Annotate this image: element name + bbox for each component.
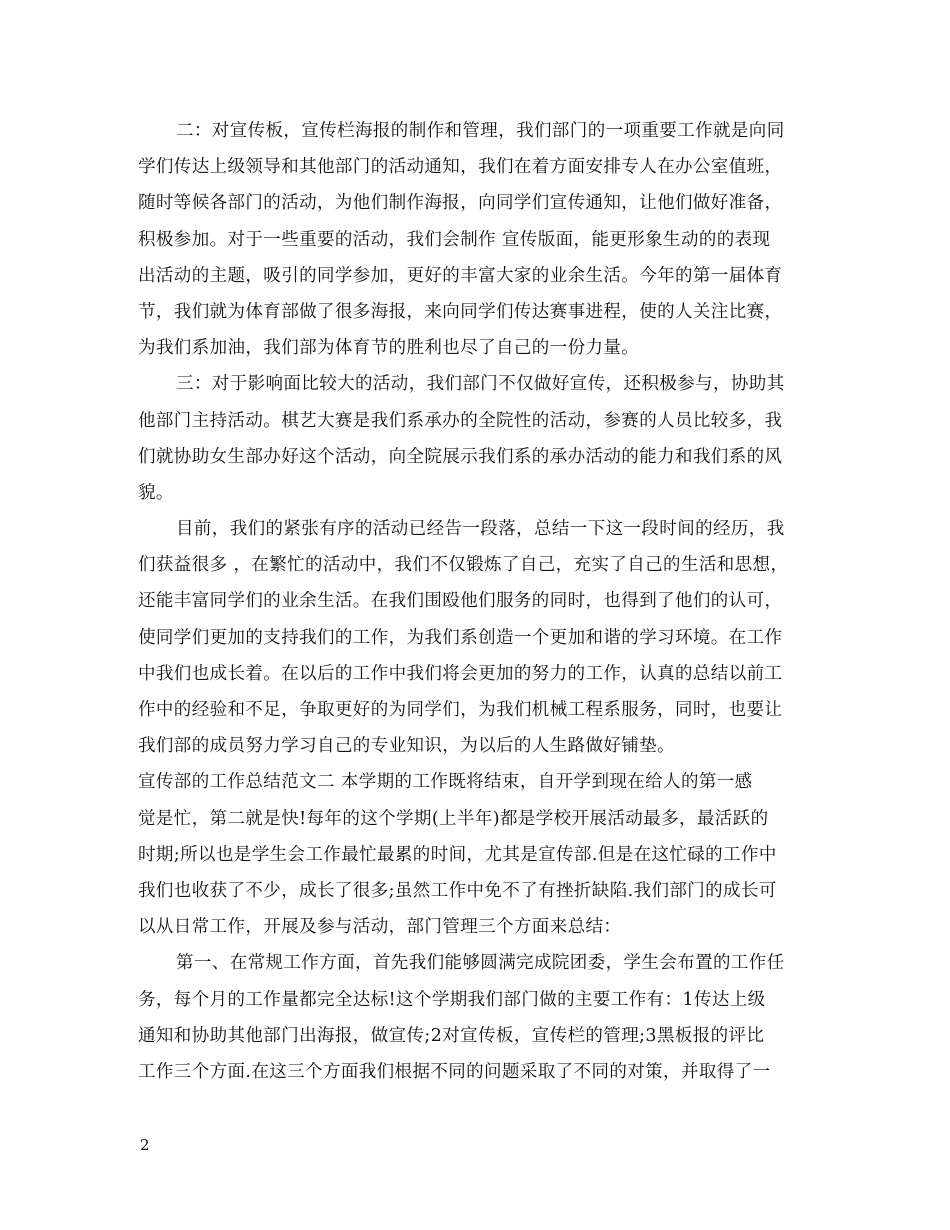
text-line: 我们部的成员努力学习自己的专业知识，为以后的人生路做好铺垫。 — [138, 736, 675, 757]
text-line: 务，每个月的工作量都完全达标!这个学期我们部门做的主要工作有：1传达上级 — [138, 989, 766, 1010]
text-line: 们获益很多 ，在繁忙的活动中，我们不仅锻炼了自己，充实了自己的生活和思想， — [138, 555, 789, 576]
text-line: 貌。 — [138, 482, 174, 503]
text-line: 时期;所以也是学生会工作最忙最累的时间，尤其是宣传部.但是在这忙碌的工作中 — [138, 844, 777, 865]
text-line: 以从日常工作，开展及参与活动，部门管理三个方面来总结： — [138, 917, 622, 938]
document-body — [138, 113, 828, 1090]
text-line: 学们传达上级领导和其他部门的活动通知，我们在着方面安排专人在办公室值班， — [138, 157, 783, 178]
text-line: 出活动的主题，吸引的同学参加，更好的丰富大家的业余生活。今年的第一届体育 — [138, 265, 783, 286]
text-line: 节，我们就为体育部做了很多海报，来向同学们传达赛事进程，使的人关注比赛， — [138, 301, 783, 322]
text-line: 目前，我们的紧张有序的活动已经告一段落，总结一下这一段时间的经历，我 — [176, 519, 785, 540]
text-line: 还能丰富同学们的业余生活。在我们围殴他们服务的同时，也得到了他们的认可， — [138, 591, 783, 612]
text-line: 积极参加。对于一些重要的活动，我们会制作 宣传版面，能更形象生动的的表现 — [138, 229, 771, 250]
text-line: 为我们系加油，我们部为体育节的胜利也尽了自己的一份力量。 — [138, 338, 640, 359]
text-line: 中我们也成长着。在以后的工作中我们将会更加的努力的工作，认真的总结以前工 — [138, 663, 783, 684]
text-line: 觉是忙，第二就是快!每年的这个学期(上半年)都是学校开展活动最多，最活跃的 — [138, 808, 769, 829]
text-line: 们就协助女生部办好这个活动，向全院展示我们系的承办活动的能力和我们系的风 — [138, 446, 783, 467]
text-line: 通知和协助其他部门出海报，做宣传;2对宣传板，宣传栏的管理;3黑板报的评比 — [138, 1025, 765, 1046]
text-line: 他部门主持活动。棋艺大赛是我们系承办的全院性的活动，参赛的人员比较多，我 — [138, 410, 783, 431]
text-line: 二：对宣传板，宣传栏海报的制作和管理，我们部门的一项重要工作就是向同 — [176, 121, 785, 141]
text-line: 使同学们更加的支持我们的工作，为我们系创造一个更加和谐的学习环境。在工作 — [138, 627, 783, 648]
text-line: 工作三个方面.在这三个方面我们根据不同的问题采取了不同的对策，并取得了一 — [138, 1061, 771, 1082]
text-line: 宣传部的工作总结范文二 本学期的工作既将结束，自开学到现在给人的第一感 — [138, 772, 753, 793]
text-line: 作中的经验和不足，争取更好的为同学们，为我们机械工程系服务，同时，也要让 — [138, 700, 783, 720]
text-line: 第一、在常规工作方面，首先我们能够圆满完成院团委，学生会布置的工作任 — [176, 953, 785, 974]
text-line: 随时等候各部门的活动，为他们制作海报，向同学们宣传通知，让他们做好准备， — [138, 193, 783, 214]
page-number: 2 — [140, 1136, 150, 1154]
text-line: 三：对于影响面比较大的活动，我们部门不仅做好宣传，还积极参与，协助其 — [176, 374, 785, 395]
text-line: 我们也收获了不少，成长了很多;虽然工作中免不了有挫折缺陷.我们部门的成长可 — [138, 880, 777, 901]
